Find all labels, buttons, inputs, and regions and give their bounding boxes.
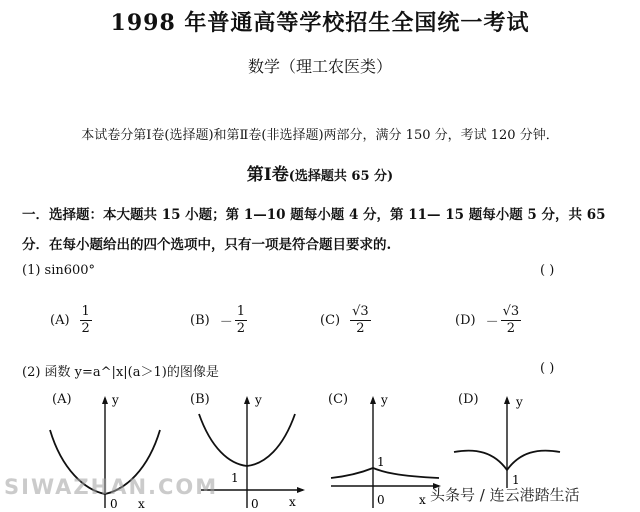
volume-sub: (选择题共 65 分) <box>288 169 394 184</box>
q2-answer-blank: ( ) <box>540 361 555 376</box>
y-axis-arrow <box>504 396 510 404</box>
q1-choice-a <box>50 304 92 337</box>
y-axis-label: y <box>516 395 523 409</box>
origin-label: 0 <box>377 493 385 507</box>
q1-answer-blank: ( ) <box>540 263 555 278</box>
volume-heading <box>0 160 640 185</box>
q1-choice-c <box>320 304 371 337</box>
denominator: 2 <box>236 321 245 336</box>
q2-stem: (2) 函数 y=a^|x|(a＞1)的图像是 <box>22 365 219 380</box>
denominator: 2 <box>506 321 516 336</box>
choice-label: (A) <box>50 313 70 328</box>
fraction <box>235 304 247 337</box>
watermark-right: 头条号 / 连云港踏生活 <box>430 486 580 504</box>
numerator: 1 <box>81 304 90 319</box>
curve <box>331 468 439 478</box>
y-axis-arrow <box>370 396 376 404</box>
origin-label: 0 <box>110 497 118 511</box>
q1-stem: (1) sin600° <box>22 263 96 278</box>
y-axis-arrow <box>244 396 250 404</box>
one-label: 1 <box>512 473 520 487</box>
fraction <box>80 304 92 337</box>
numerator: √3 <box>352 304 369 319</box>
one-label: 1 <box>231 471 239 485</box>
q1-choice-b <box>190 304 247 337</box>
fraction <box>501 304 522 337</box>
x-axis-label: x <box>138 497 145 511</box>
graph-d <box>452 390 562 490</box>
origin-label: 0 <box>251 497 259 511</box>
exam-instructions: 本试卷分第Ⅰ卷(选择题)和第Ⅱ卷(非选择题)两部分，满分 150 分，考试 120 分钟． <box>81 128 559 143</box>
q1-choice-d <box>455 304 521 337</box>
graph-c-label: (C) <box>328 392 349 407</box>
x-axis-label: x <box>289 495 296 509</box>
volume-main: 第Ⅰ卷 <box>246 165 289 185</box>
y-axis-label: y <box>112 393 119 407</box>
y-axis-label: y <box>381 393 388 407</box>
section-instructions: 一．选择题：本大题共 15 小题；第 1—10 题每小题 4 分，第 11— 15 题每小题 5 分，共 65 分．在每小题给出的四个选项中，只有一项是符合题目要求的. <box>22 207 606 253</box>
x-axis-arrow <box>297 487 305 493</box>
fraction <box>350 304 371 337</box>
one-label: 1 <box>377 455 385 469</box>
minus-sign: － <box>219 315 233 330</box>
choice-label: (C) <box>320 313 341 328</box>
graph-d-label: (D) <box>458 392 479 407</box>
exam-title: 1998 年普通高等学校招生全国统一考试 <box>110 10 530 36</box>
x-axis-label: x <box>419 493 426 507</box>
choice-label: (B) <box>190 313 210 328</box>
denominator: 2 <box>81 321 90 336</box>
y-axis-arrow <box>102 396 108 404</box>
exam-subtitle: 数学（理工农医类） <box>247 57 392 76</box>
y-axis-label: y <box>255 393 262 407</box>
numerator: 1 <box>236 304 245 319</box>
minus-sign: － <box>485 315 499 330</box>
graph-a-label: (A) <box>52 392 72 407</box>
numerator: √3 <box>502 304 520 319</box>
choice-label: (D) <box>455 313 476 328</box>
denominator: 2 <box>356 321 365 336</box>
watermark-left: SIWAZHAN.COM <box>4 475 219 499</box>
graph-b-label: (B) <box>190 392 210 407</box>
